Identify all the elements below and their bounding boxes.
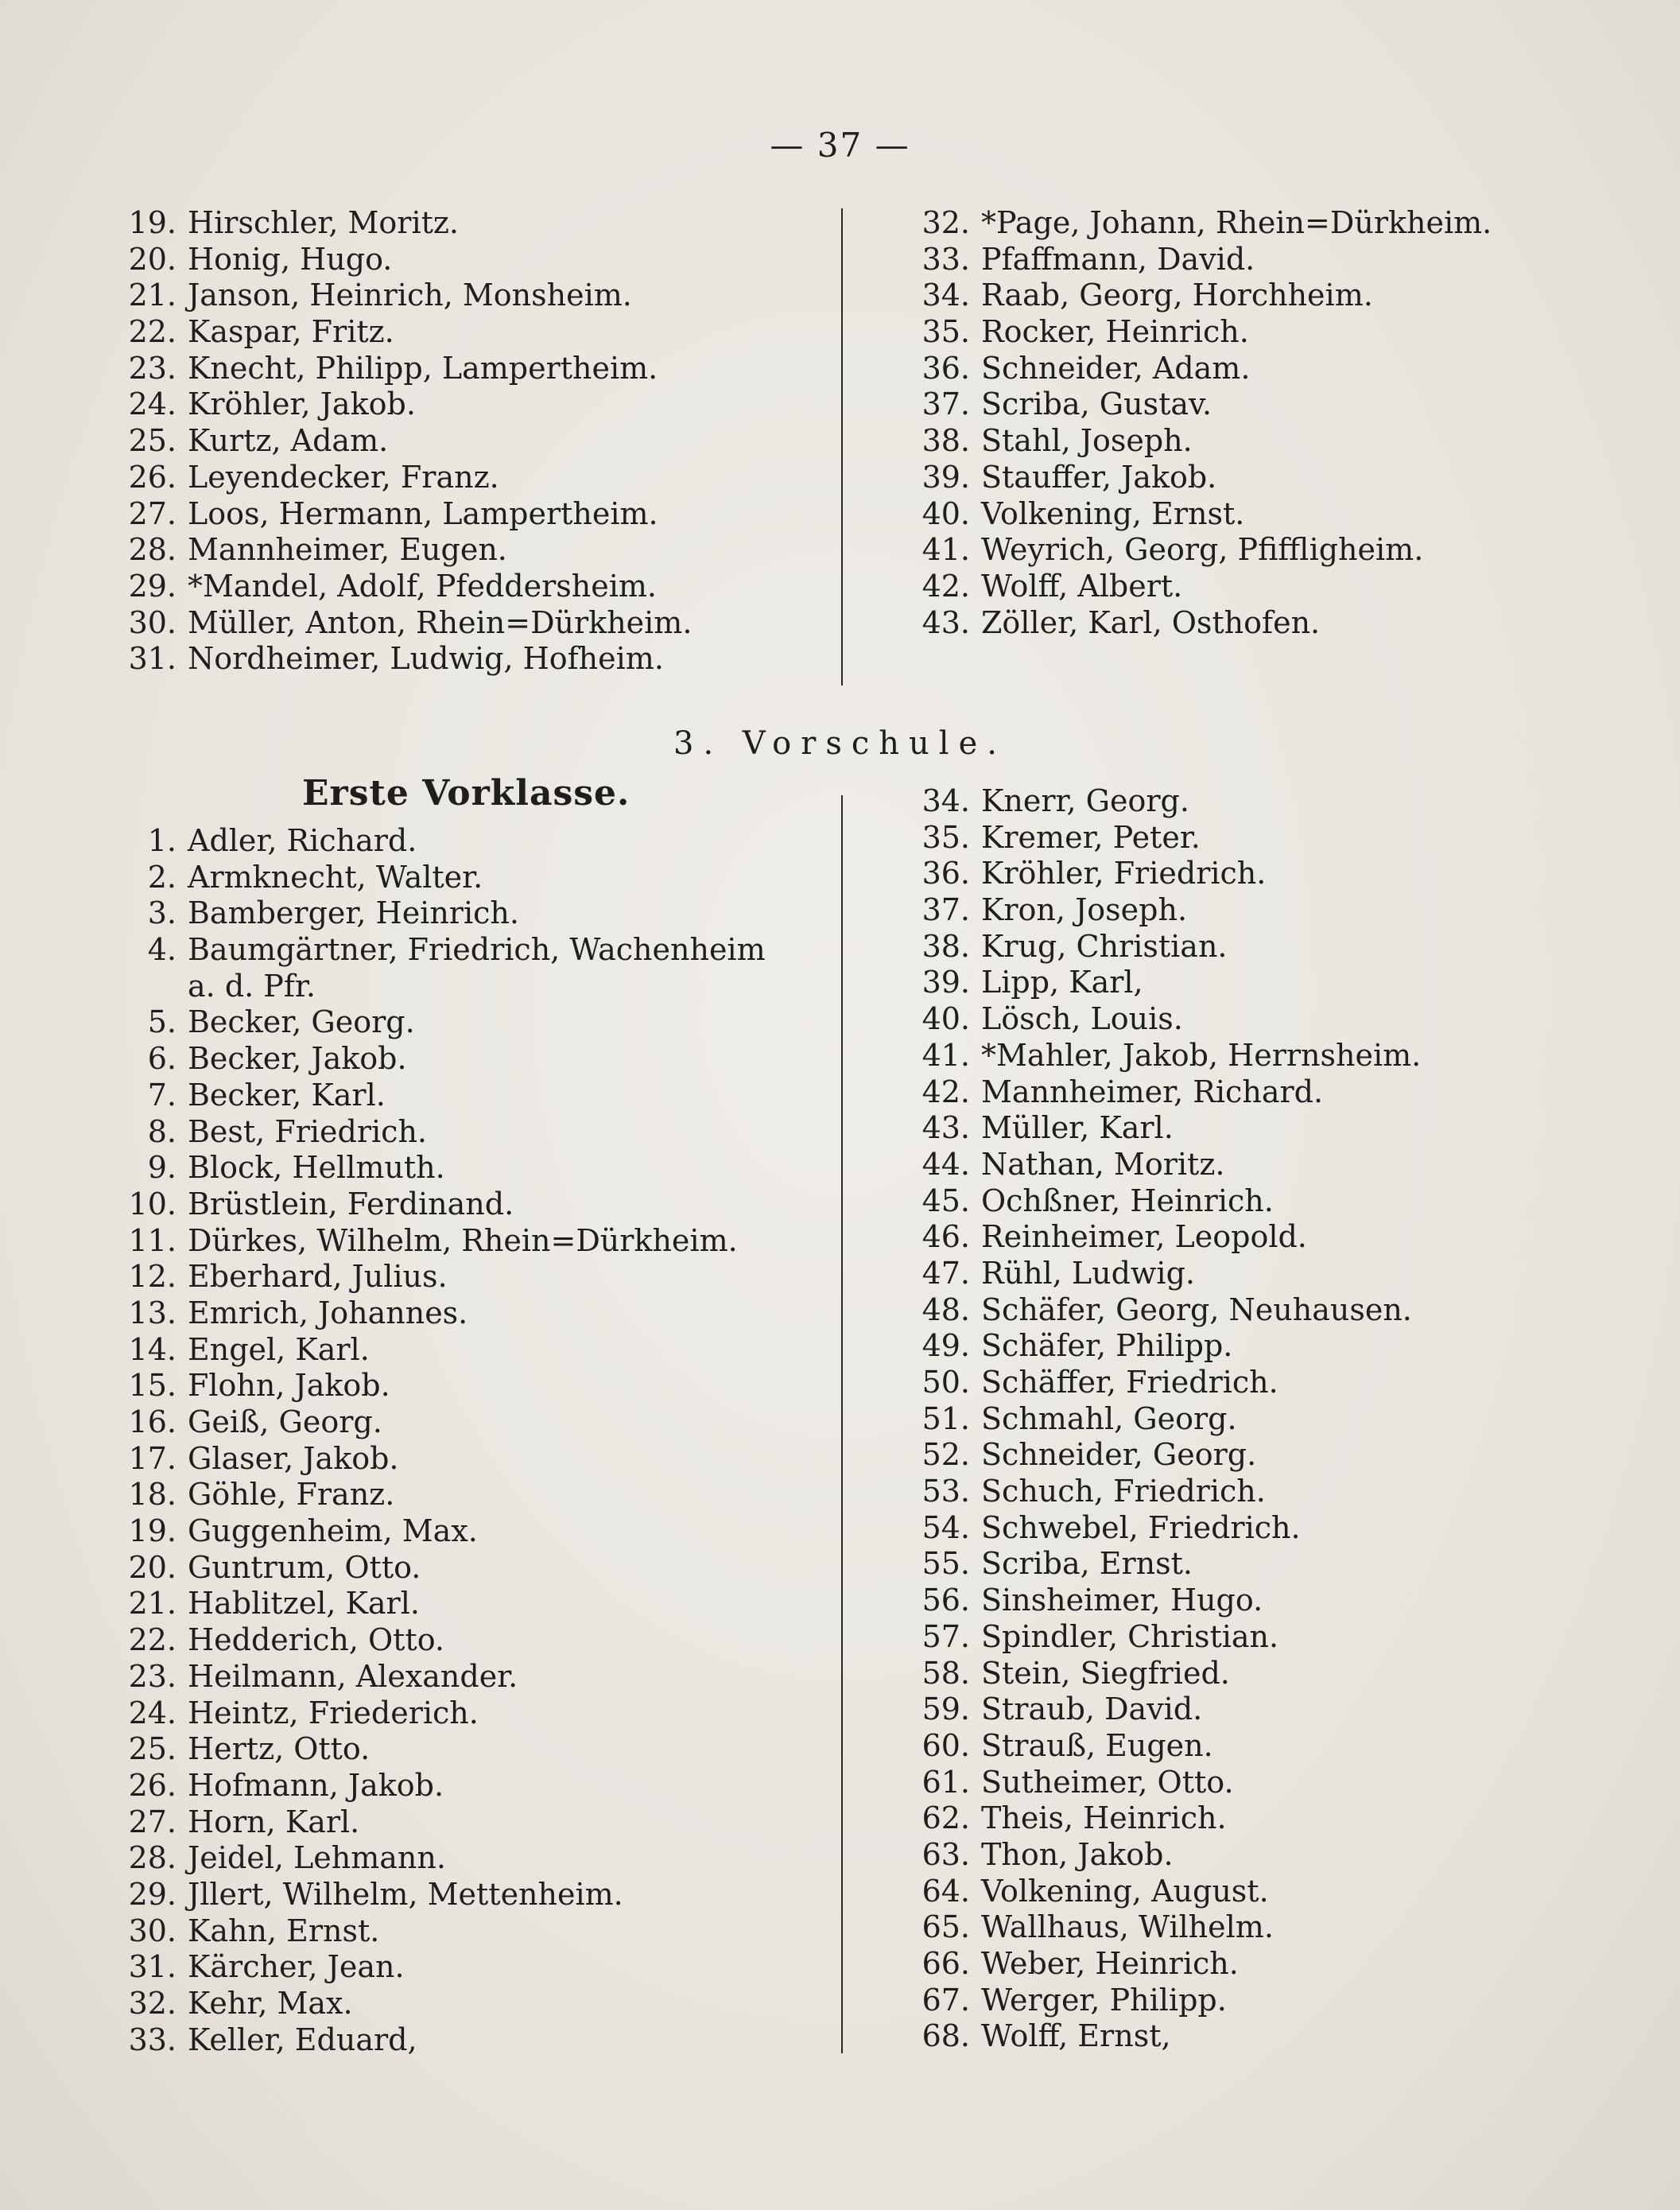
entry-number: 46. — [921, 1219, 970, 1255]
list-item — [119, 1259, 819, 1295]
entry-number: 50. — [921, 1365, 970, 1400]
list-item — [119, 278, 819, 314]
entry-name: Emrich, Johannes. — [188, 1295, 468, 1330]
list-item — [119, 641, 819, 678]
entry-name: Schuch, Friedrich. — [981, 1474, 1266, 1509]
entry-number: 31. — [128, 641, 177, 677]
entry-number: 37. — [921, 892, 970, 928]
entry-number: 28. — [128, 1840, 177, 1876]
list-item — [913, 1691, 1628, 1728]
list-item — [913, 1401, 1628, 1438]
entry-number: 15. — [128, 1368, 177, 1404]
list-item — [913, 314, 1628, 351]
list-item — [913, 1038, 1628, 1074]
list-item — [119, 1368, 819, 1404]
list-item — [913, 1183, 1628, 1220]
entry-name: Hirschler, Moritz. — [188, 205, 459, 240]
entry-name: Baumgärtner, Friedrich, Wachenheim — [188, 932, 766, 968]
upper-left-list — [119, 205, 819, 678]
list-item — [119, 1114, 819, 1151]
entry-number: 42. — [921, 1074, 970, 1109]
list-item — [913, 205, 1628, 242]
list-item — [913, 1728, 1628, 1765]
list-item — [119, 1550, 819, 1587]
list-item — [119, 1695, 819, 1732]
list-item — [913, 386, 1628, 423]
list-item — [913, 605, 1628, 642]
entry-number: 63. — [921, 1836, 970, 1872]
list-item — [119, 1223, 819, 1260]
list-item — [913, 496, 1628, 533]
entry-number: 5. — [147, 1004, 177, 1040]
entry-number: 66. — [921, 1946, 970, 1981]
entry-name: Schäfer, Philipp. — [981, 1328, 1233, 1364]
entry-name: Horn, Karl. — [188, 1804, 360, 1839]
list-item — [119, 1404, 819, 1441]
entry-number: 33. — [128, 2022, 177, 2057]
entry-name: Best, Friedrich. — [188, 1113, 427, 1149]
entry-name: Nathan, Moritz. — [981, 1146, 1225, 1182]
entry-number: 22. — [128, 1622, 177, 1658]
entry-name: Schwebel, Friedrich. — [981, 1509, 1301, 1545]
entry-name: Becker, Jakob. — [188, 1041, 407, 1077]
list-item — [913, 965, 1628, 1001]
entry-name: Raab, Georg, Horchheim. — [981, 278, 1373, 313]
entry-number: 28. — [128, 532, 177, 568]
entry-number: 20. — [128, 241, 177, 277]
entry-number: 8. — [147, 1113, 177, 1149]
entry-number: 34. — [921, 783, 970, 818]
entry-name: Heintz, Friederich. — [188, 1695, 479, 1730]
list-item — [913, 242, 1628, 278]
entry-name: Armknecht, Walter. — [188, 859, 483, 895]
list-item — [913, 1147, 1628, 1183]
list-item — [913, 1256, 1628, 1292]
entry-number: 35. — [921, 819, 970, 855]
entry-name: Straub, David. — [981, 1691, 1203, 1727]
entry-name: Schneider, Georg. — [981, 1437, 1257, 1473]
list-item — [119, 823, 819, 860]
entry-name: Scriba, Gustav. — [981, 386, 1212, 422]
entry-number: 21. — [128, 1586, 177, 1622]
list-item — [913, 892, 1628, 929]
entry-number: 27. — [128, 495, 177, 531]
list-item — [913, 351, 1628, 387]
entry-name: Kaspar, Fritz. — [188, 314, 394, 350]
list-item — [119, 1187, 819, 1223]
entry-number: 4. — [147, 932, 177, 968]
entry-name: Kröhler, Jakob. — [188, 386, 416, 422]
entry-name: *Page, Johann, Rhein=Dürkheim. — [981, 205, 1492, 240]
entry-name: Hertz, Otto. — [188, 1731, 371, 1767]
entry-number: 16. — [128, 1404, 177, 1439]
list-item — [913, 1110, 1628, 1147]
entry-number: 38. — [921, 928, 970, 964]
entry-number: 24. — [128, 386, 177, 422]
entry-name: Schäffer, Friedrich. — [981, 1365, 1278, 1400]
entry-number: 62. — [921, 1800, 970, 1836]
entry-number: 3. — [147, 895, 177, 931]
entry-name: Stein, Siegfried. — [981, 1655, 1230, 1691]
entry-name: *Mahler, Jakob, Herrnsheim. — [981, 1037, 1422, 1073]
list-item — [119, 1041, 819, 1078]
entry-name: Sutheimer, Otto. — [981, 1764, 1234, 1800]
entry-name: Block, Hellmuth. — [188, 1150, 445, 1186]
entry-name: Knerr, Georg. — [981, 783, 1189, 818]
list-item — [913, 460, 1628, 496]
entry-number: 1. — [147, 823, 177, 858]
list-item — [119, 1078, 819, 1114]
entry-name: Göhle, Franz. — [188, 1477, 395, 1513]
entry-number: 41. — [921, 1037, 970, 1073]
entry-name: Müller, Anton, Rhein=Dürkheim. — [188, 604, 693, 640]
entry-number: 52. — [921, 1437, 970, 1473]
entry-number: 7. — [147, 1077, 177, 1113]
list-item — [119, 1768, 819, 1804]
entry-number: 34. — [921, 278, 970, 313]
entry-number: 24. — [128, 1695, 177, 1730]
entry-name: Kahn, Ernst. — [188, 1913, 380, 1948]
list-item — [119, 1731, 819, 1768]
entry-number: 25. — [128, 423, 177, 459]
entry-number: 19. — [128, 205, 177, 240]
upper-right-list — [913, 205, 1628, 641]
column-divider-lower — [841, 795, 843, 2053]
list-item — [913, 1074, 1628, 1111]
list-item — [913, 423, 1628, 460]
list-item — [119, 532, 819, 569]
list-item — [119, 1949, 819, 1986]
section-title: 3. Vorschule. — [673, 725, 1007, 762]
entry-number: 31. — [128, 1949, 177, 1985]
entry-number: 37. — [921, 386, 970, 422]
entry-name: Knecht, Philipp, Lampertheim. — [188, 350, 658, 386]
entry-name: Kröhler, Friedrich. — [981, 856, 1267, 891]
entry-number: 51. — [921, 1400, 970, 1436]
list-item — [119, 386, 819, 423]
class-heading: Erste Vorklasse. — [302, 773, 630, 814]
list-item — [119, 1804, 819, 1841]
list-item — [913, 1292, 1628, 1329]
list-item — [119, 2022, 819, 2059]
entry-name: Schmahl, Georg. — [981, 1400, 1237, 1436]
entry-name: Jllert, Wilhelm, Mettenheim. — [188, 1876, 623, 1912]
list-item — [913, 532, 1628, 569]
entry-name: Zöller, Karl, Osthofen. — [981, 604, 1321, 640]
entry-number: 65. — [921, 1909, 970, 1945]
entry-name: Flohn, Jakob. — [188, 1368, 390, 1404]
list-item — [119, 1986, 819, 2022]
entry-number: 29. — [128, 568, 177, 604]
list-item — [913, 1765, 1628, 1801]
entry-number: 48. — [921, 1291, 970, 1327]
list-item — [119, 969, 819, 1005]
entry-name: Honig, Hugo. — [188, 241, 393, 277]
list-item — [913, 1800, 1628, 1837]
list-item — [913, 1437, 1628, 1474]
entry-name: Kärcher, Jean. — [188, 1949, 405, 1985]
list-item — [119, 1877, 819, 1913]
entry-number: 39. — [921, 459, 970, 495]
list-item — [913, 1946, 1628, 1983]
entry-number: 25. — [128, 1731, 177, 1767]
entry-number: 22. — [128, 314, 177, 350]
entry-name: Becker, Georg. — [188, 1004, 415, 1040]
column-divider-upper — [841, 208, 843, 686]
entry-name: Nordheimer, Ludwig, Hofheim. — [188, 641, 664, 677]
entry-number: 39. — [921, 965, 970, 1000]
lower-right-list — [913, 783, 1628, 2055]
entry-number: 30. — [128, 604, 177, 640]
entry-number: 42. — [921, 568, 970, 604]
entry-number: 55. — [921, 1546, 970, 1582]
entry-number: 40. — [921, 495, 970, 531]
entry-name: Kron, Joseph. — [981, 892, 1188, 928]
entry-name: Volkening, August. — [981, 1873, 1269, 1909]
entry-name: Hofmann, Jakob. — [188, 1767, 444, 1803]
list-item — [119, 1441, 819, 1478]
entry-number: 64. — [921, 1873, 970, 1909]
entry-number: 23. — [128, 1658, 177, 1694]
entry-number: 45. — [921, 1183, 970, 1218]
list-item — [119, 1840, 819, 1877]
list-item — [913, 1474, 1628, 1510]
entry-number: 2. — [147, 859, 177, 895]
list-item — [913, 1328, 1628, 1365]
entry-number: 59. — [921, 1691, 970, 1727]
entry-name: Guggenheim, Max. — [188, 1513, 478, 1549]
entry-name: Lipp, Karl, — [981, 965, 1143, 1000]
list-item — [119, 1622, 819, 1659]
list-item — [119, 1004, 819, 1041]
entry-name: Werger, Philipp. — [981, 1982, 1227, 2018]
list-item — [913, 1365, 1628, 1401]
entry-name: Bamberger, Heinrich. — [188, 895, 519, 931]
entry-number: 36. — [921, 350, 970, 386]
list-item — [913, 1874, 1628, 1910]
entry-name: Schäfer, Georg, Neuhausen. — [981, 1291, 1412, 1327]
entry-name: Engel, Karl. — [188, 1331, 370, 1367]
entry-name: Kehr, Max. — [188, 1986, 353, 2021]
entry-number: 32. — [921, 205, 970, 240]
entry-number: 26. — [128, 1767, 177, 1803]
entry-name: Mannheimer, Eugen. — [188, 532, 507, 568]
list-item — [913, 1909, 1628, 1946]
entry-number: 60. — [921, 1727, 970, 1763]
entry-number: 36. — [921, 856, 970, 891]
entry-name: Lösch, Louis. — [981, 1001, 1183, 1037]
entry-number: 20. — [128, 1549, 177, 1585]
entry-number: 13. — [128, 1295, 177, 1330]
list-item — [119, 605, 819, 642]
lower-left-list — [119, 823, 819, 2058]
entry-number: 67. — [921, 1982, 970, 2018]
entry-name: Reinheimer, Leopold. — [981, 1219, 1307, 1255]
entry-name: Kremer, Peter. — [981, 819, 1201, 855]
entry-name: Hablitzel, Karl. — [188, 1586, 420, 1622]
entry-number: 53. — [921, 1474, 970, 1509]
entry-number: 57. — [921, 1618, 970, 1654]
list-item — [119, 1659, 819, 1695]
list-item — [119, 569, 819, 605]
list-item — [119, 1150, 819, 1187]
entry-name: Thon, Jakob. — [981, 1836, 1174, 1872]
list-item — [119, 351, 819, 387]
list-item — [119, 1513, 819, 1550]
list-item — [913, 1983, 1628, 2019]
entry-number: 35. — [921, 314, 970, 350]
list-item — [913, 1001, 1628, 1038]
entry-number: 10. — [128, 1186, 177, 1222]
list-item — [913, 1619, 1628, 1656]
entry-name: Glaser, Jakob. — [188, 1440, 399, 1476]
entry-number: 40. — [921, 1001, 970, 1037]
list-item — [119, 314, 819, 351]
entry-number: 43. — [921, 604, 970, 640]
entry-name: Scriba, Ernst. — [981, 1546, 1193, 1582]
entry-number: 30. — [128, 1913, 177, 1948]
entry-name: Theis, Heinrich. — [981, 1800, 1227, 1836]
list-item — [119, 205, 819, 242]
list-item — [913, 820, 1628, 856]
list-item — [913, 783, 1628, 820]
list-item — [119, 895, 819, 932]
entry-number: 33. — [921, 241, 970, 277]
entry-number: 32. — [128, 1986, 177, 2021]
entry-name: Leyendecker, Franz. — [188, 459, 499, 495]
entry-name: Guntrum, Otto. — [188, 1549, 421, 1585]
entry-number: 56. — [921, 1583, 970, 1618]
entry-number: 38. — [921, 423, 970, 459]
list-item — [119, 460, 819, 496]
entry-number: 54. — [921, 1509, 970, 1545]
entry-name: Jeidel, Lehmann. — [188, 1840, 446, 1876]
entry-number: 11. — [128, 1222, 177, 1258]
entry-name: Adler, Richard. — [188, 823, 417, 858]
list-item — [913, 1219, 1628, 1256]
list-item — [913, 929, 1628, 965]
entry-number: 68. — [921, 2018, 970, 2054]
entry-name: Wolff, Ernst, — [981, 2018, 1171, 2054]
entry-name: Rühl, Ludwig. — [981, 1255, 1195, 1291]
entry-name: Keller, Eduard, — [188, 2022, 417, 2057]
entry-name: a. d. Pfr. — [188, 968, 316, 1004]
entry-number: 23. — [128, 350, 177, 386]
entry-name: Stauffer, Jakob. — [981, 459, 1217, 495]
entry-number: 12. — [128, 1259, 177, 1295]
list-item — [119, 1477, 819, 1513]
list-item — [119, 1295, 819, 1332]
entry-name: Dürkes, Wilhelm, Rhein=Dürkheim. — [188, 1222, 738, 1258]
entry-name: Weyrich, Georg, Pfiffligheim. — [981, 532, 1424, 568]
entry-number: 43. — [921, 1110, 970, 1146]
entry-name: Schneider, Adam. — [981, 350, 1251, 386]
entry-name: Müller, Karl. — [981, 1110, 1174, 1146]
entry-number: 14. — [128, 1331, 177, 1367]
list-item — [119, 932, 819, 969]
entry-number: 19. — [128, 1513, 177, 1549]
list-item — [119, 1913, 819, 1950]
list-item — [119, 242, 819, 278]
entry-name: Kurtz, Adam. — [188, 423, 389, 459]
entry-name: Krug, Christian. — [981, 928, 1228, 964]
entry-number: 58. — [921, 1655, 970, 1691]
list-item — [913, 1546, 1628, 1583]
list-item — [913, 569, 1628, 605]
entry-name: Spindler, Christian. — [981, 1618, 1279, 1654]
entry-name: Brüstlein, Ferdinand. — [188, 1186, 514, 1222]
entry-name: Weber, Heinrich. — [981, 1946, 1239, 1981]
entry-number: 29. — [128, 1876, 177, 1912]
entry-name: Volkening, Ernst. — [981, 495, 1245, 531]
list-item — [119, 423, 819, 460]
entry-name: Janson, Heinrich, Monsheim. — [188, 278, 632, 313]
list-item — [119, 496, 819, 533]
entry-name: Stahl, Joseph. — [981, 423, 1193, 459]
entry-name: Sinsheimer, Hugo. — [981, 1583, 1263, 1618]
entry-name: Mannheimer, Richard. — [981, 1074, 1324, 1109]
entry-number: 47. — [921, 1255, 970, 1291]
entry-name: Ochßner, Heinrich. — [981, 1183, 1274, 1218]
list-item — [913, 1510, 1628, 1547]
entry-name: Pfaffmann, David. — [981, 241, 1255, 277]
entry-number: 17. — [128, 1440, 177, 1476]
entry-name: Loos, Hermann, Lampertheim. — [188, 495, 658, 531]
entry-name: *Mandel, Adolf, Pfeddersheim. — [188, 568, 657, 604]
list-item — [119, 1332, 819, 1369]
entry-number: 18. — [128, 1477, 177, 1513]
entry-number: 27. — [128, 1804, 177, 1839]
entry-name: Becker, Karl. — [188, 1077, 386, 1113]
entry-number: 21. — [128, 278, 177, 313]
entry-name: Strauß, Eugen. — [981, 1727, 1213, 1763]
list-item — [119, 860, 819, 896]
entry-name: Wallhaus, Wilhelm. — [981, 1909, 1274, 1945]
entry-number: 61. — [921, 1764, 970, 1800]
entry-number: 49. — [921, 1328, 970, 1364]
entry-name: Hedderich, Otto. — [188, 1622, 444, 1658]
page-number: — 37 — — [770, 126, 910, 165]
entry-number: 26. — [128, 459, 177, 495]
entry-name: Wolff, Albert. — [981, 568, 1183, 604]
entry-name: Eberhard, Julius. — [188, 1259, 448, 1295]
list-item — [913, 856, 1628, 892]
entry-number: 9. — [147, 1150, 177, 1186]
entry-number: 6. — [147, 1041, 177, 1077]
list-item — [119, 1586, 819, 1622]
entry-name: Heilmann, Alexander. — [188, 1658, 518, 1694]
entry-number: 41. — [921, 532, 970, 568]
list-item — [913, 2018, 1628, 2055]
list-item — [913, 1837, 1628, 1874]
entry-name: Rocker, Heinrich. — [981, 314, 1249, 350]
entry-name: Geiß, Georg. — [188, 1404, 382, 1439]
list-item — [913, 1656, 1628, 1692]
entry-number: 44. — [921, 1146, 970, 1182]
list-item — [913, 1583, 1628, 1619]
list-item — [913, 278, 1628, 314]
